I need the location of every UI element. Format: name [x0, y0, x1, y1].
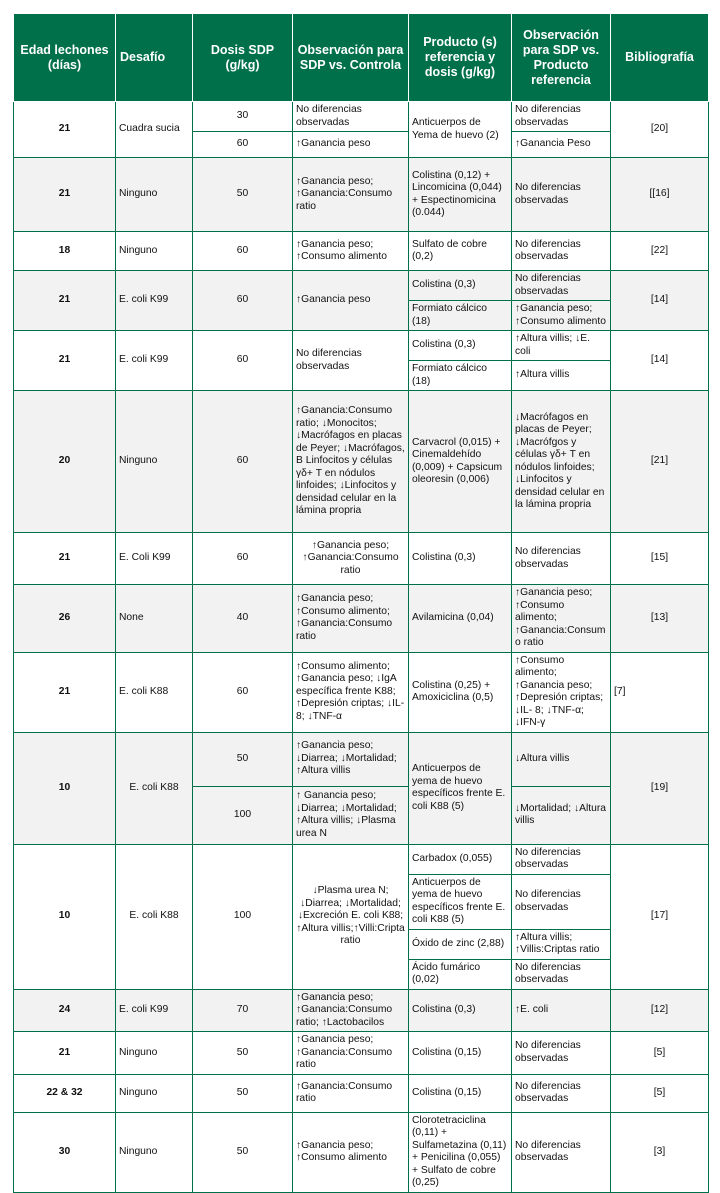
cell-dose: 50	[193, 1074, 293, 1112]
cell-age: 21	[14, 158, 116, 232]
cell-obs-reference: No diferencias observadas	[512, 102, 611, 132]
table-row	[14, 1112, 709, 1192]
cell-obs-reference: No diferencias observadas	[512, 271, 611, 301]
cell-age: 21	[14, 102, 116, 158]
cell-dose: 60	[193, 132, 293, 158]
cell-dose: 50	[193, 158, 293, 232]
cell-obs-control: ↑Ganancia:Consumo ratio; ↓Monocitos; ↓Macrófagos en placas de Peyer; ↓Macrófagos, B Linfocitos y células γδ+ T en nódulos linfoides; ↓Linfocitos y densidad celular en la lámina propria	[293, 391, 409, 533]
cell-obs-control: ↑Ganancia peso; ↑Ganancia:Consumo ratio	[293, 533, 409, 585]
cell-obs-reference: No diferencias observadas	[512, 533, 611, 585]
cell-obs-reference: No diferencias observadas	[512, 158, 611, 232]
cell-obs-reference: ↑Ganancia Peso	[512, 132, 611, 158]
col-header-dose: Dosis SDP (g/kg)	[193, 14, 293, 102]
cell-obs-reference: ↑Altura villis; ↑Villis:Criptas ratio	[512, 929, 611, 959]
cell-dose: 60	[193, 271, 293, 331]
cell-reference: Carvacrol (0,015) + Cinemaldehído (0,009) + Capsicum oleoresin (0,006)	[409, 391, 512, 533]
table-row	[14, 1032, 709, 1075]
cell-dose: 50	[193, 732, 293, 786]
cell-reference: Anticuerpos de yema de huevo específicos frente E. coli K88 (5)	[409, 732, 512, 844]
cell-challenge: None	[116, 585, 193, 653]
cell-obs-reference: No diferencias observadas	[512, 1074, 611, 1112]
table-row	[14, 271, 709, 301]
cell-reference: Carbadox (0,055)	[409, 844, 512, 874]
cell-dose: 60	[193, 331, 293, 391]
cell-reference: Colistina (0,3)	[409, 989, 512, 1032]
cell-dose: 30	[193, 102, 293, 132]
cell-biblio: [15]	[611, 533, 709, 585]
cell-obs-control: No diferencias observadas	[293, 331, 409, 391]
cell-biblio: [13]	[611, 585, 709, 653]
cell-obs-control: ↑Ganancia peso; ↑Ganancia:Consumo ratio	[293, 1032, 409, 1075]
cell-dose: 100	[193, 844, 293, 989]
table-row	[14, 232, 709, 271]
cell-dose: 60	[193, 391, 293, 533]
cell-reference: Sulfato de cobre (0,2)	[409, 232, 512, 271]
cell-reference: Formiato cálcico (18)	[409, 301, 512, 331]
cell-age: 21	[14, 271, 116, 331]
cell-biblio: [[16]	[611, 158, 709, 232]
cell-challenge: Ninguno	[116, 1112, 193, 1192]
cell-dose: 50	[193, 1032, 293, 1075]
cell-biblio: [22]	[611, 232, 709, 271]
cell-dose: 60	[193, 533, 293, 585]
cell-obs-control: ↑Ganancia peso; ↑Consumo alimento; ↑Ganancia:Consumo ratio	[293, 585, 409, 653]
cell-obs-reference: ↑E. coli	[512, 989, 611, 1032]
cell-challenge: E. coli K99	[116, 989, 193, 1032]
cell-reference: Formiato cálcico (18)	[409, 361, 512, 391]
cell-obs-reference: ↑Ganancia peso; ↑Consumo alimento; ↑Ganancia:Consumo ratio	[512, 585, 611, 653]
cell-age: 18	[14, 232, 116, 271]
cell-reference: Colistina (0,25) + Amoxiciclina (0,5)	[409, 652, 512, 732]
cell-obs-control: ↑ Ganancia peso; ↓Diarrea; ↓Mortalidad; ↑Altura villis; ↓Plasma urea N	[293, 786, 409, 844]
cell-obs-reference: No diferencias observadas	[512, 959, 611, 989]
cell-biblio: [17]	[611, 844, 709, 989]
sdp-comparison-table	[13, 13, 709, 1193]
cell-challenge: Ninguno	[116, 391, 193, 533]
table-row	[14, 391, 709, 533]
cell-reference: Colistina (0,15)	[409, 1032, 512, 1075]
col-header-age: Edad lechones (días)	[14, 14, 116, 102]
col-header-challenge: Desafío	[116, 14, 193, 102]
table-row	[14, 331, 709, 361]
cell-obs-control: ↑Ganancia peso; ↑Consumo alimento	[293, 232, 409, 271]
cell-age: 22 & 32	[14, 1074, 116, 1112]
cell-reference: Avilamicina (0,04)	[409, 585, 512, 653]
cell-obs-reference: No diferencias observadas	[512, 874, 611, 929]
cell-dose: 70	[193, 989, 293, 1032]
cell-obs-control: ↑Consumo alimento; ↑Ganancia peso; ↓IgA específica frente K88; ↑Depresión criptas; ↓IL-8; ↓TNF-α	[293, 652, 409, 732]
table-row	[14, 585, 709, 653]
cell-challenge: Ninguno	[116, 232, 193, 271]
table-row	[14, 1074, 709, 1112]
table-row	[14, 844, 709, 874]
cell-obs-reference: ↓Macrófagos en placas de Peyer; ↓Macrófgos y células γδ+ T en nódulos linfoides; ↓Linfocitos y densidad celular en la lámina propria	[512, 391, 611, 533]
cell-obs-control: ↑Ganancia peso; ↑Ganancia:Consumo ratio; ↑Lactobacilos	[293, 989, 409, 1032]
cell-biblio: [5]	[611, 1032, 709, 1075]
cell-challenge: Ninguno	[116, 158, 193, 232]
cell-obs-control: No diferencias observadas	[293, 102, 409, 132]
cell-challenge: Cuadra sucia	[116, 102, 193, 158]
cell-challenge: E. coli K88	[116, 652, 193, 732]
cell-biblio: [5]	[611, 1074, 709, 1112]
cell-challenge: E. coli K99	[116, 271, 193, 331]
cell-obs-reference: No diferencias observadas	[512, 232, 611, 271]
cell-reference: Ácido fumárico (0,02)	[409, 959, 512, 989]
cell-dose: 50	[193, 1112, 293, 1192]
cell-obs-control: ↑Ganancia:Consumo ratio	[293, 1074, 409, 1112]
cell-obs-control: ↑Ganancia peso; ↑Consumo alimento	[293, 1112, 409, 1192]
cell-challenge: Ninguno	[116, 1032, 193, 1075]
cell-challenge: E. Coli K99	[116, 533, 193, 585]
cell-biblio: [19]	[611, 732, 709, 844]
cell-reference: Anticuerpos de Yema de huevo (2)	[409, 102, 512, 158]
cell-challenge: E. coli K88	[116, 844, 193, 989]
cell-reference: Colistina (0,3)	[409, 533, 512, 585]
col-header-obs-reference: Observación para SDP vs. Producto referencia	[512, 14, 611, 102]
cell-biblio: [14]	[611, 331, 709, 391]
cell-dose: 60	[193, 652, 293, 732]
cell-age: 10	[14, 844, 116, 989]
table-row	[14, 533, 709, 585]
cell-obs-reference: ↓Altura villis	[512, 732, 611, 786]
cell-reference: Óxido de zinc (2,88)	[409, 929, 512, 959]
cell-obs-reference: ↑Consumo alimento; ↑Ganancia peso; ↑Depresión criptas; ↓IL- 8; ↓TNF-α; ↓IFN-γ	[512, 652, 611, 732]
cell-obs-reference: ↑Altura villis; ↓E. coli	[512, 331, 611, 361]
table-row	[14, 989, 709, 1032]
cell-reference: Clorotetraciclina (0,11) + Sulfametazina (0,11) + Penicilina (0,055) + Sulfato de cobre (0,25)	[409, 1112, 512, 1192]
cell-challenge: E. coli K88	[116, 732, 193, 844]
col-header-biblio: Bibliografía	[611, 14, 709, 102]
cell-obs-control: ↑Ganancia peso	[293, 132, 409, 158]
cell-age: 10	[14, 732, 116, 844]
cell-dose: 60	[193, 232, 293, 271]
cell-obs-reference: ↓Mortalidad; ↓Altura villis	[512, 786, 611, 844]
cell-obs-control: ↓Plasma urea N; ↓Diarrea; ↓Mortalidad; ↓Excreción E. coli K88; ↑Altura villis;↑Villi:Cripta ratio	[293, 844, 409, 989]
cell-age: 26	[14, 585, 116, 653]
cell-age: 21	[14, 533, 116, 585]
col-header-obs-control: Observación para SDP vs. Controla	[293, 14, 409, 102]
cell-obs-control: ↑Ganancia peso	[293, 271, 409, 331]
cell-obs-control: ↑Ganancia peso; ↑Ganancia:Consumo ratio	[293, 158, 409, 232]
cell-challenge: Ninguno	[116, 1074, 193, 1112]
cell-biblio: [21]	[611, 391, 709, 533]
cell-age: 21	[14, 331, 116, 391]
table-row	[14, 652, 709, 732]
cell-obs-reference: No diferencias observadas	[512, 1032, 611, 1075]
header-row	[14, 14, 709, 102]
cell-obs-reference: ↑Ganancia peso; ↑Consumo alimento	[512, 301, 611, 331]
cell-reference: Colistina (0,3)	[409, 271, 512, 301]
cell-biblio: [7]	[611, 652, 709, 732]
cell-reference: Colistina (0,3)	[409, 331, 512, 361]
cell-reference: Colistina (0,15)	[409, 1074, 512, 1112]
table-container	[13, 13, 709, 1193]
cell-obs-reference: ↑Altura villis	[512, 361, 611, 391]
cell-obs-control: ↑Ganancia peso; ↓Diarrea; ↓Mortalidad; ↑Altura villis	[293, 732, 409, 786]
table-row	[14, 102, 709, 132]
cell-age: 30	[14, 1112, 116, 1192]
table-row	[14, 158, 709, 232]
cell-reference: Colistina (0,12) + Lincomicina (0,044) + Espectinomicina (0.044)	[409, 158, 512, 232]
cell-obs-reference: No diferencias observadas	[512, 844, 611, 874]
cell-biblio: [14]	[611, 271, 709, 331]
col-header-reference: Producto (s) referencia y dosis (g/kg)	[409, 14, 512, 102]
cell-reference: Anticuerpos de yema de huevo específicos frente E. coli K88 (5)	[409, 874, 512, 929]
cell-challenge: E. coli K99	[116, 331, 193, 391]
cell-dose: 100	[193, 786, 293, 844]
cell-age: 21	[14, 1032, 116, 1075]
cell-age: 24	[14, 989, 116, 1032]
cell-biblio: [3]	[611, 1112, 709, 1192]
cell-biblio: [20]	[611, 102, 709, 158]
cell-age: 20	[14, 391, 116, 533]
table-row	[14, 732, 709, 786]
cell-dose: 40	[193, 585, 293, 653]
cell-biblio: [12]	[611, 989, 709, 1032]
cell-obs-reference: No diferencias observadas	[512, 1112, 611, 1192]
cell-age: 21	[14, 652, 116, 732]
